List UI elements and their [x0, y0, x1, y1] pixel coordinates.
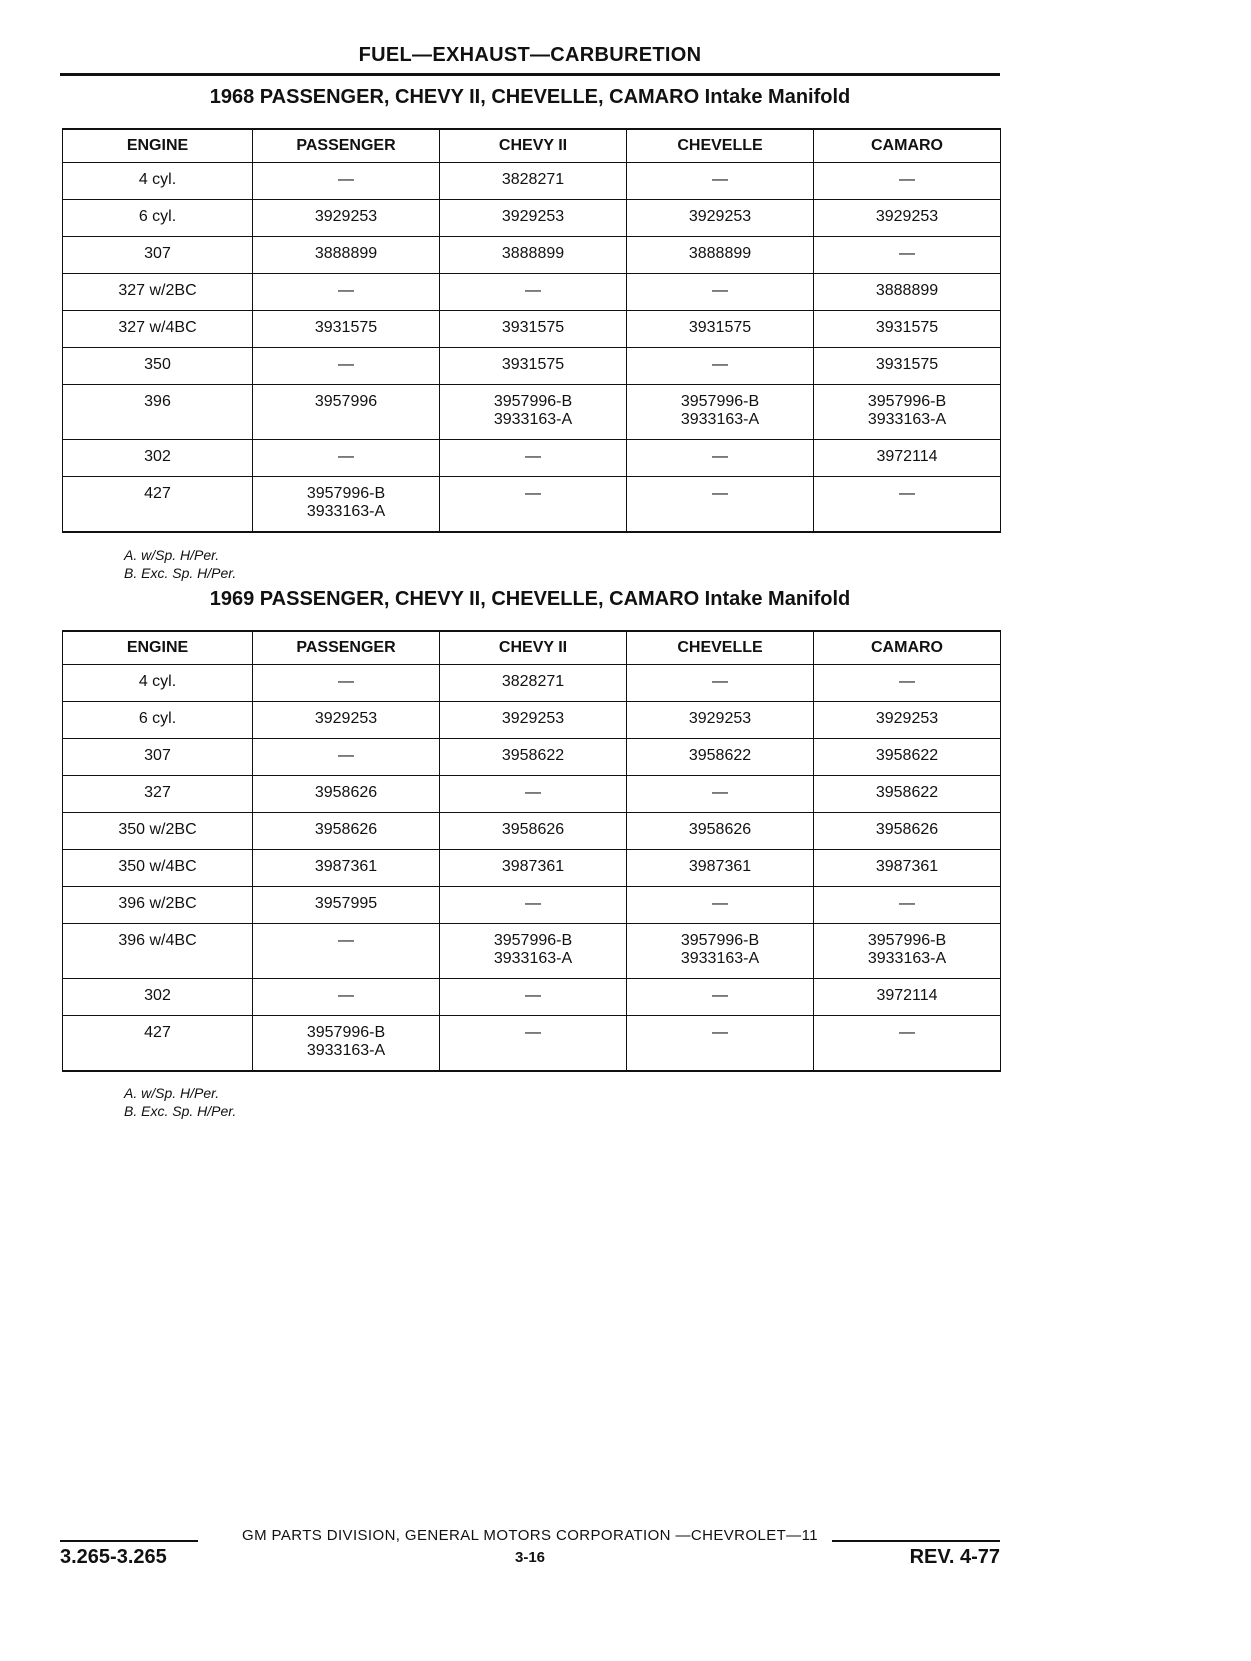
part-number-cell: —	[814, 237, 1001, 274]
part-number-cell: 3958626	[253, 813, 440, 850]
note-b: B. Exc. Sp. H/Per.	[124, 1103, 237, 1119]
table-header-row	[63, 631, 1001, 665]
part-number-cell: 3958626	[814, 813, 1001, 850]
table-row	[63, 385, 1001, 440]
part-number-line: 3957996-B	[680, 393, 760, 410]
table-notes-1969	[124, 1084, 236, 1120]
part-number-cell: 3931575	[440, 311, 627, 348]
column-header: CHEVELLE	[627, 631, 814, 665]
part-number-cell: 3987361	[253, 850, 440, 887]
part-number-cell: —	[814, 1016, 1001, 1072]
part-number-cell: 3958626	[253, 776, 440, 813]
table-row	[63, 924, 1001, 979]
part-number-cell: —	[814, 163, 1001, 200]
column-header: CHEVY II	[440, 631, 627, 665]
note-a: A. w/Sp. H/Per.	[124, 547, 220, 563]
table-notes-1968	[124, 546, 236, 582]
engine-cell: 327 w/4BC	[63, 311, 253, 348]
engine-cell: 4 cyl.	[63, 163, 253, 200]
part-number-line: 3957996-B	[493, 932, 573, 949]
part-number-cell: —	[814, 665, 1001, 702]
part-number-cell: —	[440, 1016, 627, 1072]
table-row	[63, 887, 1001, 924]
part-number-cell: —	[440, 274, 627, 311]
part-number-cell: 3958626	[627, 813, 814, 850]
engine-cell: 350 w/4BC	[63, 850, 253, 887]
column-header: PASSENGER	[253, 129, 440, 163]
footer-page-number: 3-16	[514, 1549, 546, 1566]
part-number-cell: 3972114	[814, 979, 1001, 1016]
part-number-cell: —	[627, 274, 814, 311]
part-number-cell: 3957995	[253, 887, 440, 924]
part-number-cell: 3929253	[440, 702, 627, 739]
part-number-cell: 3929253	[814, 702, 1001, 739]
part-number-line: 3957996-B	[306, 1024, 386, 1041]
part-number-cell: —	[253, 163, 440, 200]
part-number-cell: 3931575	[253, 311, 440, 348]
part-number-cell: 3957996	[253, 385, 440, 440]
part-number-cell: 3828271	[440, 665, 627, 702]
part-number-line: 3957996-B	[867, 393, 947, 410]
table-row	[63, 979, 1001, 1016]
part-number-cell: 3958622	[814, 776, 1001, 813]
footer-revision: REV. 4-77	[909, 1546, 1000, 1568]
column-header: CAMARO	[814, 129, 1001, 163]
engine-cell: 4 cyl.	[63, 665, 253, 702]
part-number-line: 3933163-A	[306, 1042, 386, 1059]
part-number-cell: 3931575	[440, 348, 627, 385]
note-b: B. Exc. Sp. H/Per.	[124, 565, 237, 581]
part-number-cell: —	[440, 477, 627, 533]
part-number-cell	[440, 385, 627, 440]
column-header: CAMARO	[814, 631, 1001, 665]
part-number-cell	[253, 1016, 440, 1072]
part-number-cell	[253, 477, 440, 533]
table-row	[63, 348, 1001, 385]
table-row	[63, 237, 1001, 274]
table-row	[63, 739, 1001, 776]
column-header: CHEVY II	[440, 129, 627, 163]
part-number-cell: 3958622	[627, 739, 814, 776]
engine-cell: 396 w/2BC	[63, 887, 253, 924]
table-row	[63, 850, 1001, 887]
footer-corporation: GM PARTS DIVISION, GENERAL MOTORS CORPORATION —CHEVROLET—11	[242, 1527, 818, 1544]
part-number-cell: 3888899	[627, 237, 814, 274]
table-row	[63, 477, 1001, 533]
engine-cell: 350 w/2BC	[63, 813, 253, 850]
intake-manifold-table-1968	[62, 128, 1001, 533]
part-number-cell: —	[253, 665, 440, 702]
part-number-line: 3933163-A	[680, 950, 760, 967]
note-a: A. w/Sp. H/Per.	[124, 1085, 220, 1101]
part-number-cell: —	[627, 665, 814, 702]
part-number-cell: 3987361	[814, 850, 1001, 887]
engine-cell: 302	[63, 979, 253, 1016]
engine-cell: 427	[63, 1016, 253, 1072]
part-number-cell: —	[440, 776, 627, 813]
engine-cell: 307	[63, 237, 253, 274]
part-number-cell: 3931575	[627, 311, 814, 348]
part-number-line: 3933163-A	[306, 503, 386, 520]
part-number-cell: 3931575	[814, 311, 1001, 348]
engine-cell: 396	[63, 385, 253, 440]
part-number-cell: 3929253	[253, 200, 440, 237]
part-number-cell: —	[253, 440, 440, 477]
engine-cell: 307	[63, 739, 253, 776]
engine-cell: 327 w/2BC	[63, 274, 253, 311]
part-number-cell: —	[627, 440, 814, 477]
engine-cell: 6 cyl.	[63, 702, 253, 739]
part-number-cell: —	[253, 348, 440, 385]
part-number-cell: 3958626	[440, 813, 627, 850]
part-number-cell	[627, 924, 814, 979]
part-number-cell: —	[627, 348, 814, 385]
table-row	[63, 163, 1001, 200]
part-number-cell: —	[627, 979, 814, 1016]
part-number-cell: 3987361	[627, 850, 814, 887]
part-number-cell: 3888899	[814, 274, 1001, 311]
part-number-cell: 3929253	[253, 702, 440, 739]
table-row	[63, 440, 1001, 477]
part-number-line: 3933163-A	[867, 950, 947, 967]
column-header: ENGINE	[63, 631, 253, 665]
part-number-cell: 3888899	[440, 237, 627, 274]
part-number-line: 3957996-B	[867, 932, 947, 949]
part-number-cell: 3888899	[253, 237, 440, 274]
footer-section-number: 3.265-3.265	[60, 1546, 167, 1568]
part-number-line: 3933163-A	[680, 411, 760, 428]
table-title-1969: 1969 PASSENGER, CHEVY II, CHEVELLE, CAMARO Intake Manifold	[209, 588, 851, 610]
part-number-cell: 3972114	[814, 440, 1001, 477]
part-number-cell: —	[627, 776, 814, 813]
column-header: CHEVELLE	[627, 129, 814, 163]
part-number-cell: —	[253, 979, 440, 1016]
engine-cell: 350	[63, 348, 253, 385]
engine-cell: 427	[63, 477, 253, 533]
table-row	[63, 702, 1001, 739]
part-number-cell: —	[253, 274, 440, 311]
engine-cell: 327	[63, 776, 253, 813]
part-number-cell: —	[627, 477, 814, 533]
table-title-1968: 1968 PASSENGER, CHEVY II, CHEVELLE, CAMARO Intake Manifold	[209, 86, 851, 108]
part-number-cell	[814, 385, 1001, 440]
part-number-cell: 3958622	[440, 739, 627, 776]
engine-cell: 396 w/4BC	[63, 924, 253, 979]
table-row	[63, 274, 1001, 311]
part-number-line: 3933163-A	[493, 411, 573, 428]
table-row	[63, 311, 1001, 348]
table-row	[63, 813, 1001, 850]
part-number-cell: 3929253	[814, 200, 1001, 237]
part-number-cell	[627, 385, 814, 440]
part-number-cell: —	[814, 477, 1001, 533]
engine-cell: 6 cyl.	[63, 200, 253, 237]
part-number-line: 3957996-B	[493, 393, 573, 410]
column-header: PASSENGER	[253, 631, 440, 665]
part-number-cell: —	[253, 739, 440, 776]
part-number-line: 3957996-B	[306, 485, 386, 502]
part-number-cell: 3929253	[627, 200, 814, 237]
part-number-cell: —	[627, 1016, 814, 1072]
part-number-line: 3957996-B	[680, 932, 760, 949]
part-number-line: 3933163-A	[493, 950, 573, 967]
engine-cell: 302	[63, 440, 253, 477]
part-number-cell: 3987361	[440, 850, 627, 887]
table-row	[63, 200, 1001, 237]
part-number-line: 3933163-A	[867, 411, 947, 428]
table-row	[63, 665, 1001, 702]
part-number-cell: —	[627, 163, 814, 200]
page-header: FUEL—EXHAUST—CARBURETION	[60, 44, 1000, 76]
part-number-cell: —	[814, 887, 1001, 924]
part-number-cell: —	[627, 887, 814, 924]
part-number-cell	[440, 924, 627, 979]
part-number-cell: 3828271	[440, 163, 627, 200]
part-number-cell: —	[440, 887, 627, 924]
column-header: ENGINE	[63, 129, 253, 163]
part-number-cell: 3929253	[627, 702, 814, 739]
part-number-cell: —	[253, 924, 440, 979]
table-row	[63, 776, 1001, 813]
table-header-row	[63, 129, 1001, 163]
intake-manifold-table-1969	[62, 630, 1001, 1072]
part-number-cell: 3931575	[814, 348, 1001, 385]
part-number-cell: —	[440, 440, 627, 477]
table-row	[63, 1016, 1001, 1072]
part-number-cell	[814, 924, 1001, 979]
part-number-cell: 3958622	[814, 739, 1001, 776]
part-number-cell: —	[440, 979, 627, 1016]
part-number-cell: 3929253	[440, 200, 627, 237]
